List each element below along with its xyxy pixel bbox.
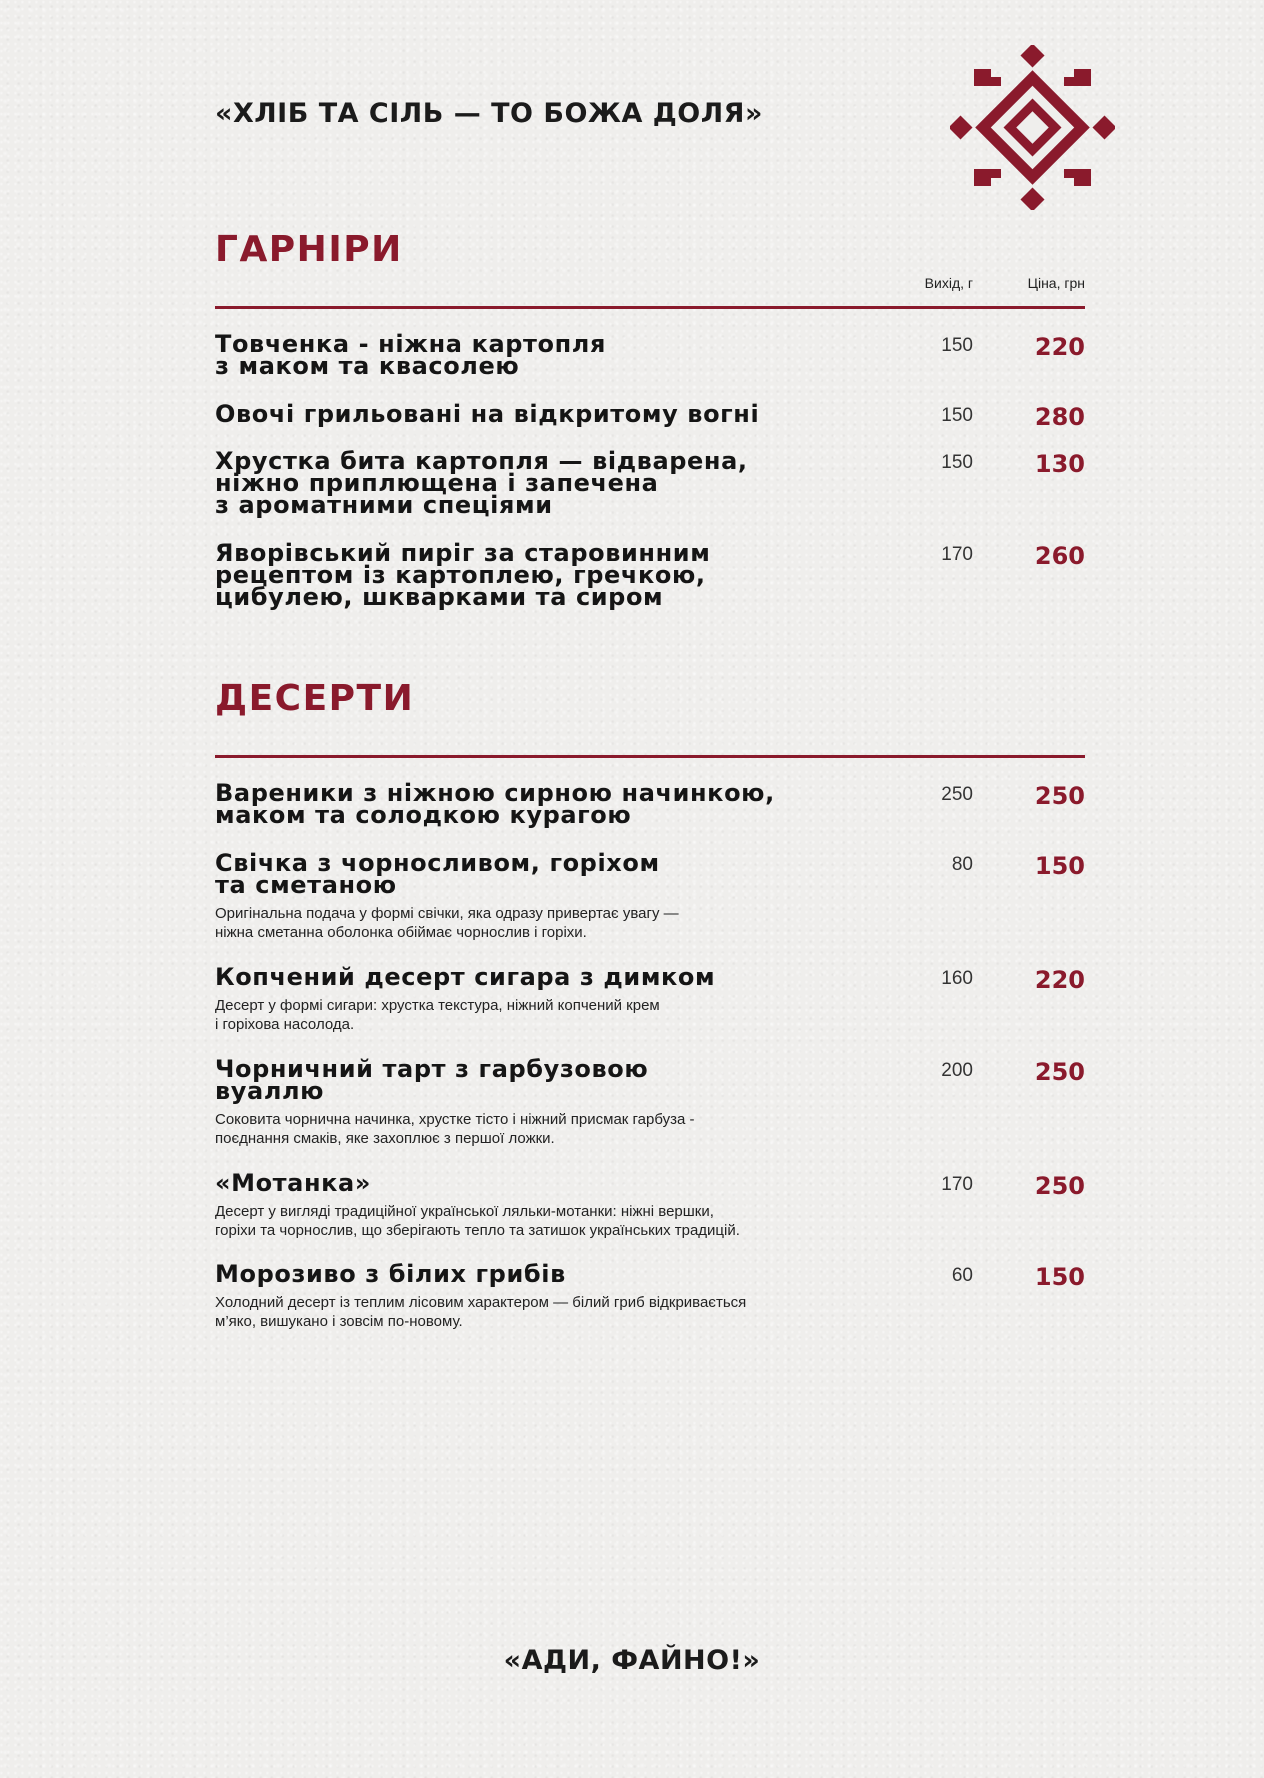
- menu-item: [215, 400, 1085, 450]
- item-price: 220: [1034, 333, 1085, 361]
- desserts-list: [215, 779, 1085, 1355]
- item-name: Чорничний тарт з гарбузовою вуаллю: [215, 1055, 649, 1105]
- item-weight: 80: [951, 854, 973, 875]
- desserts-section: [215, 674, 1085, 1330]
- item-description: Соковита чорнична начинка, хрустке тісто і ніжний присмак гарбуза - поєднання смаків, яке захоплює з першої ложки.: [215, 1111, 695, 1147]
- footer-motto: «АДИ, ФАЙНО!»: [503, 1645, 761, 1676]
- menu-item: [215, 779, 1085, 852]
- item-name: Свічка з чорносливом, горіхом та сметаною: [215, 849, 660, 899]
- menu-item: [215, 1169, 1085, 1263]
- item-price: 150: [1034, 1263, 1085, 1291]
- section-title-sides: ГАРНІРИ: [215, 229, 403, 270]
- item-weight: 170: [941, 544, 973, 565]
- menu-item: [215, 1055, 1085, 1172]
- item-weight: 170: [941, 1174, 973, 1195]
- menu-item: [215, 330, 1085, 403]
- item-weight: 150: [941, 405, 973, 426]
- item-name: Хрустка бита картопля — відварена, ніжно приплющена і запечена з ароматними спеціями: [215, 447, 748, 519]
- section-divider: [215, 306, 1085, 309]
- item-weight: 200: [941, 1060, 973, 1081]
- item-name: Овочі грильовані на відкритому вогні: [215, 400, 760, 428]
- menu-item: [215, 447, 1085, 542]
- item-weight: 250: [941, 784, 973, 805]
- menu-item: [215, 963, 1085, 1058]
- menu-item: [215, 539, 1085, 612]
- item-name: Яворівський пиріг за старовинним рецептом із картоплею, гречкою, цибулею, шкварками та сиром: [215, 539, 711, 611]
- item-weight: 150: [941, 335, 973, 356]
- item-description: Холодний десерт із теплим лісовим характером — білий гриб відкривається м’яко, вишукано і зовсім по-новому.: [215, 1294, 747, 1330]
- menu-item: [215, 1260, 1085, 1355]
- item-weight: 150: [941, 452, 973, 473]
- weight-column-header: Вихід, г: [924, 275, 973, 291]
- item-price: 280: [1034, 403, 1085, 431]
- item-name: «Мотанка»: [215, 1169, 371, 1197]
- item-weight: 160: [941, 968, 973, 989]
- ukrainian-ornament-icon: [950, 45, 1115, 210]
- price-column-header: Ціна, грн: [1027, 275, 1085, 291]
- menu-item: [215, 849, 1085, 966]
- item-price: 250: [1034, 1058, 1085, 1086]
- item-price: 250: [1034, 782, 1085, 810]
- item-description: Десерт у вигляді традиційної української ляльки-мотанки: ніжні вершки, горіхи та чорнослив, що зберігають тепло та затишок українських традицій.: [215, 1203, 740, 1239]
- item-price: 260: [1034, 542, 1085, 570]
- section-title-desserts: ДЕСЕРТИ: [215, 678, 415, 719]
- item-description: Оригінальна подача у формі свічки, яка одразу привертає увагу — ніжна сметанна оболонка обіймає чорнослив і горіхи.: [215, 905, 679, 941]
- item-name: Копчений десерт сигара з димком: [215, 963, 716, 991]
- header-motto: «ХЛІБ ТА СІЛЬ — ТО БОЖА ДОЛЯ»: [215, 98, 763, 129]
- sides-section: [215, 225, 1085, 611]
- item-price: 220: [1034, 966, 1085, 994]
- item-weight: 60: [951, 1265, 973, 1286]
- item-name: Товченка - ніжна картопля з маком та квасолею: [215, 330, 606, 380]
- section-divider: [215, 755, 1085, 758]
- item-name: Вареники з ніжною сирною начинкою, маком та солодкою курагою: [215, 779, 775, 829]
- item-price: 150: [1034, 852, 1085, 880]
- item-price: 130: [1034, 450, 1085, 478]
- item-price: 250: [1034, 1172, 1085, 1200]
- item-description: Десерт у формі сигари: хрустка текстура, ніжний копчений крем і горіхова насолода.: [215, 997, 660, 1033]
- sides-list: [215, 330, 1085, 612]
- item-name: Морозиво з білих грибів: [215, 1260, 566, 1288]
